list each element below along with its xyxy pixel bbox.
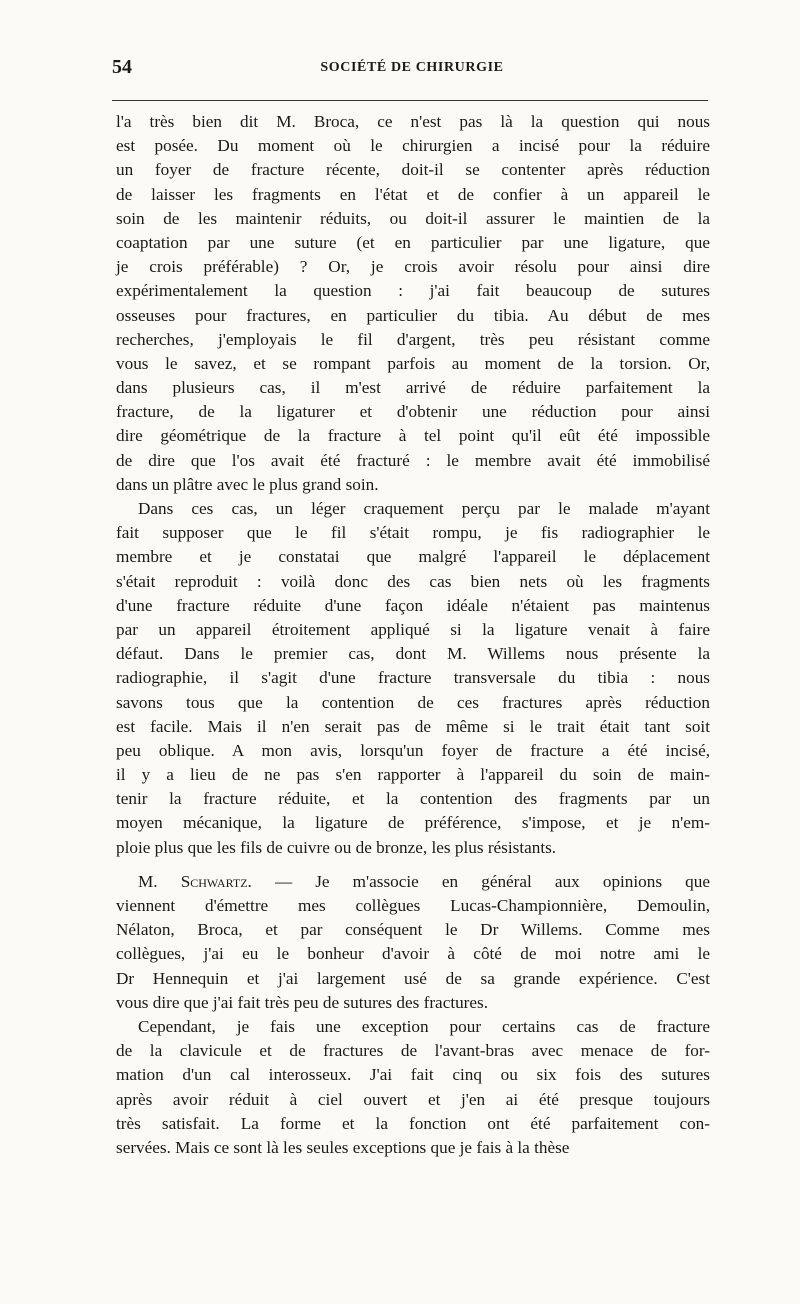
line-text: — Je m'associe en général aux opinions que (251, 871, 710, 891)
text-line: est facile. Mais il n'en serait pas de même si le trait était tant soit (116, 716, 710, 736)
text-line: vous le savez, et se rompant parfois au moment de la torsion. Or, (116, 353, 710, 373)
text-line: soin de les maintenir réduits, ou doit-il assurer le maintien de la (116, 208, 710, 228)
paragraph (116, 1015, 710, 1160)
text-line: d'une fracture réduite d'une façon idéale n'étaient pas maintenus (116, 595, 710, 615)
page-header (112, 56, 712, 86)
text-line: mation d'un cal interosseux. J'ai fait cinq ou six fois des sutures (116, 1065, 710, 1085)
text-line: par un appareil étroitement appliqué si la ligature venait à faire (116, 619, 710, 639)
text-line: membre et je constatai que malgré l'appareil le déplacement (116, 547, 710, 567)
text-line: ploie plus que les fils de cuivre ou de bronze, les plus résistants. (116, 837, 557, 857)
text-line: tenir la fracture réduite, et la contention des fragments par un (116, 789, 710, 809)
text-line: fait supposer que le fil s'était rompu, je fis radiographier le (116, 523, 710, 543)
text-line: l'a très bien dit M. Broca, ce n'est pas là la question qui nous (116, 112, 710, 131)
body-text (116, 110, 710, 1160)
text-line: recherches, j'employais le fil d'argent, très peu résistant comme (116, 329, 710, 349)
text-line: Dr Hennequin et j'ai largement usé de sa grande expérience. C'est (116, 968, 710, 988)
paragraph-gap (116, 860, 710, 870)
page-number: 54 (112, 56, 132, 78)
text-line: coaptation par une suture (et en particulier par une ligature, que (116, 232, 710, 252)
text-line: moyen mécanique, la ligature de préférence, s'impose, et je n'em- (116, 813, 710, 833)
paragraph (116, 870, 710, 1015)
text-line: défaut. Dans le premier cas, dont M. Willems nous présente la (116, 644, 710, 664)
text-line: viennent d'émettre mes collègues Lucas-Championnière, Demoulin, (116, 896, 710, 915)
text-line: radiographie, il s'agit d'une fracture transversale du tibia : nous (116, 668, 710, 688)
text-line: je crois préférable) ? Or, je crois avoir résolu pour ainsi dire (116, 257, 710, 277)
text-line: dire géométrique de la fracture à tel point qu'il eût été impossible (116, 426, 710, 446)
header-rule (112, 100, 708, 101)
text-line: de laisser les fragments en l'état et de confier à un appareil le (116, 184, 710, 204)
text-line: dans un plâtre avec le plus grand soin. (116, 474, 379, 494)
running-title: SOCIÉTÉ DE CHIRURGIE (320, 60, 504, 75)
text-line (116, 870, 710, 894)
text-line: collègues, j'ai eu le bonheur d'avoir à côté de moi notre ami le (116, 944, 710, 964)
text-line: Dans ces cas, un léger craquement perçu par le malade m'ayant (138, 499, 710, 518)
text-line: Cependant, je fais une exception pour certains cas de fracture (138, 1016, 710, 1036)
text-line: expérimentalement la question : j'ai fait beaucoup de sutures (116, 281, 710, 301)
text-line: osseuses pour fractures, en particulier du tibia. Au début de mes (116, 305, 710, 325)
paragraph (116, 497, 710, 860)
text-line: servées. Mais ce sont là les seules exceptions que je fais à la thèse (116, 1137, 570, 1157)
text-line: s'était reproduit : voilà donc des cas bien nets où les fragments (116, 571, 710, 591)
text-line: il y a lieu de ne pas s'en rapporter à l'appareil du soin de main- (116, 765, 710, 785)
text-line: peu oblique. A mon avis, lorsqu'un foyer de fracture a été incisé, (116, 740, 710, 760)
text-line: dans plusieurs cas, il m'est arrivé de réduire parfaitement la (116, 378, 710, 398)
text-line: vous dire que j'ai fait très peu de sutures des fractures. (116, 992, 489, 1012)
text-line: est posée. Du moment où le chirurgien a incisé pour la réduire (116, 136, 710, 156)
paragraph (116, 110, 710, 497)
text-line: savons tous que la contention de ces fractures après réduction (116, 692, 710, 712)
text-line: fracture, de la ligaturer et d'obtenir une réduction pour ainsi (116, 402, 710, 422)
text-line: très satisfait. La forme et la fonction ont été parfaitement con- (116, 1113, 710, 1133)
text-line: Nélaton, Broca, et par conséquent le Dr Willems. Comme mes (116, 920, 710, 940)
text-line: de la clavicule et de fractures de l'avant-bras avec menace de for- (116, 1041, 710, 1061)
speaker-name: M. Schwartz. (138, 871, 252, 891)
text-line: de dire que l'os avait été fracturé : le membre avait été immobilisé (116, 450, 710, 470)
text-line: un foyer de fracture récente, doit-il se contenter après réduction (116, 160, 710, 180)
text-line: après avoir réduit à ciel ouvert et j'en ai été presque toujours (116, 1089, 710, 1109)
